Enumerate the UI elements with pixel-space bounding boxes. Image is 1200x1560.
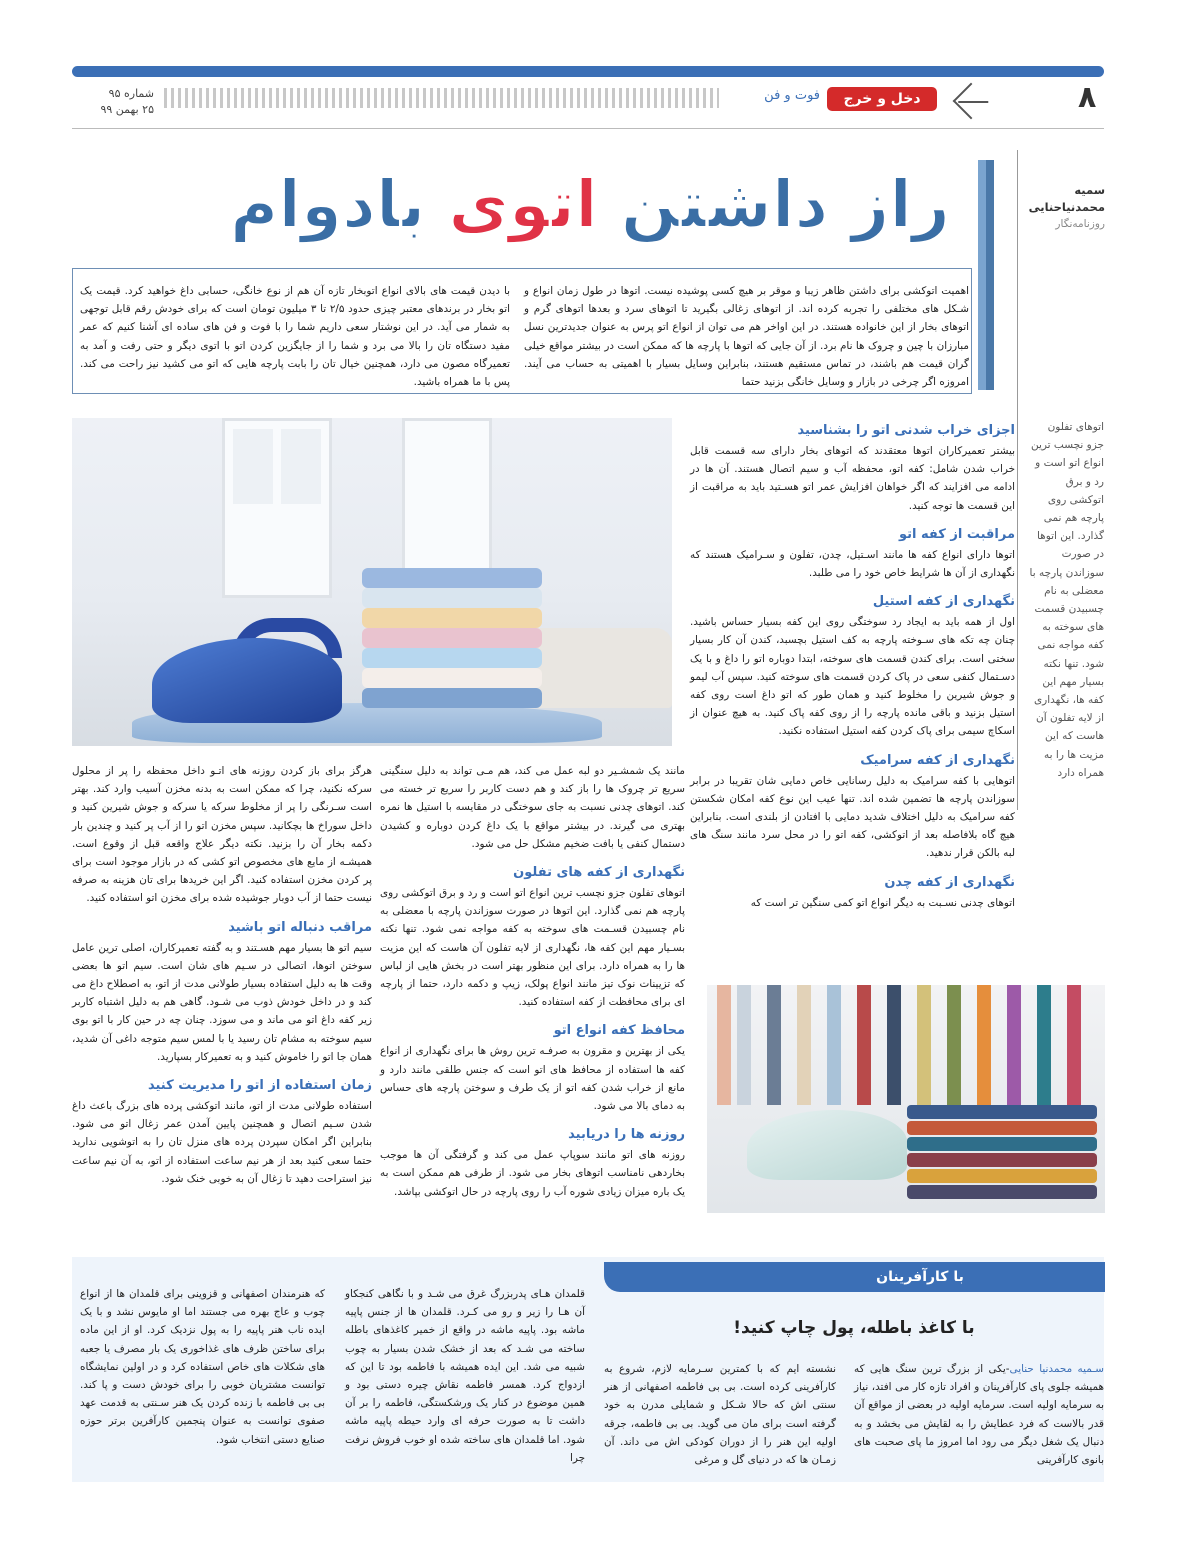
title-part-3: بادوام (229, 166, 426, 243)
window-shape (222, 418, 332, 598)
paragraph: روزنه های اتو مانند سوپاپ عمل می کند و گرفتگی آن ها موجب بخاردهی نامناسب اتوهای بخار می شود. از طرفی هم ممکن است به یک باره میزان زیادی شوره آب را روی پارچه در حال اتوکشی بپاشد. (380, 1149, 685, 1198)
entrepreneurs-label: با کارآفرینان (876, 1269, 964, 1285)
intro-paragraph-left: با دیدن قیمت های بالای انواع اتوبخار تازه آن هم از نوع خانگی، حسابی داغ خواهید کرد. قیمت یک اتو بخار در برندهای معتبر چیزی حدود ۲/۵ تا ۳ میلیون تومان است که برای خودش رقم قابل توجهی به شمار می آید. در این نوشتار سعی داریم شما را با فوت و فن های ساده ای آشنا کنیم که عمر مفید دستگاه تان را بالا می برد و شما را از جایگزین کردن اتو با اتوی دیگر و حتی رفت و آمد به تعمیرگاه مصون می دارد، همچنین خیال تان را بابت پارچه هایی که اتو می کشید نیز راحت می کند. پس با ما همراه باشید. (80, 285, 510, 389)
corner-arrow-icon (953, 83, 990, 120)
column-divider (1017, 150, 1018, 810)
paragraph: استفاده طولانی مدت از اتو، مانند اتوکشی پرده های بزرگ باعث داغ شدن سـیم اتصال و همچنین پایین آمدن عمر زغال اتو می شود. بنابراین اگر امکان سپردن پرده های منزل تان را به اتوشویی ندارید حتما سعی کنید بعد از هر نیم ساعت استفاده از اتو، به آن نیم ساعت نیز استراحت دهید تا زغال آن به خوبی خنک شود. (72, 1100, 372, 1185)
subheading: روزنه ها را دریابید (568, 1127, 685, 1143)
hanging-clothes-shape (767, 985, 781, 1105)
paragraph: بیشتر تعمیرکاران اتوها معتقدند که اتوهای بخار دارای سه قسمت قابل خراب شدن شامل: کفه اتو، محفظه آب و سیم اتصال هستند. آن ها در ادامه می افزایند که اگر خواهان افزایش عمر اتو هسـتید باید به مراقبت از این قسمت ها توجه کنید. (690, 445, 1015, 512)
intro-paragraph-right: اهمیت اتوکشی برای داشتن ظاهر زیبا و موقر بر هیچ کسی پوشیده نیست. اتوها در طول زمان انواع و شـکل های مختلفی را تجربه کرده اند. از اتوهای زغالی بگیرید تا اتوهای سرد و بعدها اتوهای گرم و اتوهای بخار از این خانواده هستند. در این اواخر هم می توان از انواع اتو پرس به عنوان جدیدترین نسل مبارزان با چین و چروک ها نام برد. از آن جایی که اتوها با پارچه ها که ممکن است در بیشتر مواقع خیلی گران قیمت هم باشند، در تماس مستقیم هستند، بنابراین وسایل بسیار با اهمیتی به حساب می آیند. امروزه اگر چرخی در بازار و وسایل خانگی بزنید حتما (524, 285, 969, 389)
paragraph: اتوهای تفلون جزو نچسب ترین انواع اتو است و رد و برق اتوکشی روی پارچه هم نمی گذارد. این اتوها در صورت سوزاندن پارچه با معضلی به نام چسبیدن قسـمت های سوخته به کفه مواجه نمی شود. تنها نکته بسـیار مهم این کفه ها، نگهداری از لایه تفلون آن هاست که این مزیت ها را به همراه دارد. برای این منظور بهتر است در بخش هایی از لباس که تزیینات نوک تیز مانند انواع پولک، زیپ و دکمه دارد، حتما از پارچه ای برای محافظت از کفه استفاده کنید. (380, 887, 685, 1009)
author-highlight: سـمیه محمدنیا حنایی (1009, 1363, 1104, 1375)
paragraph: اتوهای چدنی نسـبت به دیگر انواع اتو کمی سنگین تر است که (750, 896, 1015, 909)
paragraph: اول از همه باید به ایجاد رد سوختگی روی این کفه بسیار حساس باشید. چنان چه تکه های سـوخته پارچه به کف استیل بچسبد، کندن آن کار بسیار سختی است. برای کندن قسمت های سوخته، ابتدا دوباره اتو را داغ و با یک دسـتمال کنفی سعی در پاک کردن قسمت های سوخته کنید. سپس آب لیمو و جوش شیرین را مخلوط کنید و همان طور که اتو داغ است روی کفه استیل بزنید و باقی مانده پارچه را از روی کفه پاک کنید. به هیچ عنوان از اسکاچ سیمی برای پاک کردن کفه استیل استفاده نکنید. (690, 616, 1015, 738)
article-title (215, 155, 965, 255)
header-divider (72, 128, 1104, 129)
article-column-middle (380, 762, 685, 1201)
top-bar (72, 66, 1104, 77)
hanging-clothes-shape (977, 985, 991, 1105)
iron-ironing-board-photo (72, 418, 672, 746)
article-column-right (690, 420, 1015, 912)
blue-iron-shape (152, 638, 342, 723)
folded-clothes-shape (907, 1185, 1097, 1199)
hanging-clothes-shape (1067, 985, 1081, 1105)
subheading: محافظ کفه انواع اتو (553, 1023, 685, 1039)
issue-number: شماره ۹۵ (108, 87, 154, 100)
window-pane (281, 429, 321, 504)
folded-shirt-shape (362, 628, 542, 648)
title-part-2: اتوی (448, 166, 598, 243)
clothes-rack-iron-photo (707, 985, 1105, 1213)
folded-shirt-shape (362, 688, 542, 708)
paragraph: مانند یک شمشـیر دو لبه عمل می کند، هم مـی تواند به دلیل سنگینی سریع تر چروک ها را باز کند و هم دست کاربر را سریع تر خسته می کند. اتوهای چدنی نسبت به جای سوختگی در مقایسه با استیل ها نمره بهتری می گیرند. در بیشتر مواقع با یک داغ کردن دوباره و کشیدن دستمال کنفی یا بافت ضخیم مشکل حل می شود. (380, 765, 685, 850)
page-number: ۸ (1078, 80, 1097, 115)
publication-logo: دخل و خرج (827, 87, 937, 111)
folded-clothes-shape (907, 1137, 1097, 1151)
folded-clothes-shape (907, 1153, 1097, 1167)
entrepreneurs-column-4: که هنرمندان اصفهانی و قزوینی برای قلمدان ها از انواع چوب و عاج بهره می جستند اما او مایوس نشد و با یک ایده ناب هنر پاپیه را به پول نزدیک کرد. او از این ماده برای ساختن ظرف های غذاخوری یک بار مصرف یا جعبه های شکلات های خاص استفاده کرد و در اولین نمایشگاه توانست مشتریان خوبی را برای خودش دست و پا کند. بی بی فاطمه با زنده کردن یک هنر سـنتی به قدمت عهد صفوی توانست به عنوان پنجمین کارآفرین برتر حوزه صنایع دستی انتخاب شود. (80, 1288, 325, 1446)
folded-clothes-shape (907, 1105, 1097, 1119)
window-pane (233, 429, 273, 504)
subheading: اجزای خراب شدنی اتو را بشناسید (797, 423, 1015, 438)
paragraph: اتوها دارای انواع کفه ها مانند اسـتیل، چدن، تفلون و سـرامیک هستند که نگهداری از آن ها شرایط خاص خود را می طلبد. (690, 548, 1015, 580)
subheading: نگهداری از کفه های تفلون (513, 865, 685, 881)
title-accent-bar (978, 160, 994, 390)
hanging-clothes-shape (827, 985, 841, 1105)
hanging-clothes-shape (1007, 985, 1021, 1105)
hanging-clothes-shape (947, 985, 961, 1105)
subheading: نگهداری از کفه استیل (872, 594, 1015, 610)
entrepreneurs-column-2: نشسته ایم که با کمترین سـرمایه لازم، شروع به کارآفرینی کرده است. بی بی فاطمه اصفهانی از هنر سنتی اش که حالا شـکل و شمایلی مدرن به خود گرفته است برای مان می گوید. بی بی فاطمه، جرقه اولیه این هنر را از دوران کودکی اش می داند. آن زمـان ها که در دنیای گل و مرغی (604, 1363, 836, 1467)
paragraph: سیم اتو ها بسیار مهم هسـتند و به گفته تعمیرکاران، اصلی ترین عامل سوختن اتوها، اتصالی در سـیم های شان است. سیم اتو ها بعضی وقت ها به دلیل استفاده بسیار طولانی مدت از اتو، به اصطلاح داغ می کند و در داخل خودش ذوب می شـود. گاهی هم به دلیل اشتباه کاربر زیر کفه داغ اتو می ماند و می سوزد. چنان چه در حین کار با اتو بوی سیم سوخته به مشام تان رسید یا با لمس سیم متوجه داغی آن شدید، همان جا اتو را خاموش کنید و به تعمیرکار بسپارید. (72, 941, 372, 1063)
author-last-name: محمدنیاحنایی (1028, 200, 1105, 214)
subheading: نگهداری از کفه چدن (884, 874, 1015, 890)
issue-info (72, 86, 154, 118)
entrepreneurs-column-3: قلمدان هـای پدربزرگ غرق می شـد و با نگاهی کنجکاو آن هـا را زیر و رو می کـرد. قلمدان ها از جنس پاپیه ماشه بود. پاپیه ماشه در واقع از خمیر کاغذهای باطله ساخته می شـد که بعد از خشک شدن بسیار به چوب شبیه می شد. این ایده همیشه با فاطمه بود تا این که ازدواج کرد. همسر فاطمه نقاش چیره دستی بود و همین موضوع در کنار یک ورشکستگی، فاطمه را بر آن داشت تا به صورت حرفه ای وارد حیطه پاپیه ماشه شود. اما قلمدان های ساخته شده او خوب فروش نرفت چرا (345, 1288, 585, 1464)
folded-clothes-shape (907, 1121, 1097, 1135)
subheading: زمان استفاده از اتو را مدیریت کنید (147, 1078, 372, 1094)
article-column-left (72, 762, 372, 1188)
sidebar-pull-quote: اتوهای تفلون جزو نچسب ترین انواع اتو است و رد و برق اتوکشی روی پارچه هم نمی گذارد. این اتوها در صورت سوزاندن پارچه با معضلی به نام چسبیدن قسمت های سوخته به کفه مواجه نمی شود. تنها نکته بسیار مهم این کفه ها، نگهداری از لایه تفلون آن هاست که این مزیت ها را به همراه دارد (1029, 421, 1104, 779)
folded-shirt-shape (362, 608, 542, 628)
section-name: فوت و فن (764, 88, 820, 103)
hanging-clothes-shape (887, 985, 901, 1105)
hanging-clothes-shape (917, 985, 931, 1105)
author-first-name: سمیه (1074, 183, 1105, 197)
hanging-clothes-shape (797, 985, 811, 1105)
subheading: نگهداری از کفه سرامیک (860, 752, 1015, 768)
hanging-clothes-shape (717, 985, 731, 1105)
paragraph: اتوهایی با کفه سرامیک به دلیل رسانایی خاص دمایی شان تقریبا در برابر سوزاندن پارچه ها تضمین شده اند. تنها عیب این نوع کفه امکان شکستن کفه سرامیک به دلیل اختلاف شدید دمایی با افتادن از بلندی است. بنابراین هیچ گاه بلافاصله بعد از اتوکشی، کفه اتو را در محل سرد مانند سنگ های لبه بالکن قرار ندهید. (690, 774, 1015, 860)
hanging-clothes-shape (1037, 985, 1051, 1105)
white-iron-shape (747, 1110, 907, 1180)
hanging-clothes-shape (737, 985, 751, 1105)
paragraph: -یکی از بزرگ ترین سنگ هایی که همیشه جلوی پای کارآفرینان و افراد تازه کار می افتد، نیاز به سرمایه اولیه است. سرمایه اولیه در بعضی از مواقع آن قدر بالاست که فرد عطایش را به لقایش می بخشد و به دنبال یک شغل دیگر می رود اما امروز ما پای صحبت های بانوی کارآفرینی (854, 1363, 1104, 1467)
folded-shirt-shape (362, 568, 542, 588)
author-byline (1030, 182, 1105, 233)
folded-shirt-shape (362, 588, 542, 608)
subheading: مراقب دنباله اتو باشید (228, 919, 372, 935)
paragraph: هرگز برای باز کردن روزنه های اتـو داخل محفظه را پر از محلول سرکه نکنید، چرا که ممکن است به بدنه مخزن آسیب وارد کند. بهتر است سـرنگی را پر از مخلوط سرکه یا سرکه و جوش شیرین کنید و داخل سوراخ ها بچکانید. سپس مخزن اتو را از آب پر کنید و چندین بار دکمه بخار آن را بزنید. نکته دیگر علاج واقعه قبل از وقوع است. همیشـه از مایع های مخصوص اتو کشی که در بازار موجود است برای پر کردن مخزن استفاده کنید. اگر این خریدها برای تان هزینه به صرفه نیست حتما از آب دوبار جوشیده شده برای مخزن اتو استفاده کنید. (72, 765, 372, 905)
author-role: روزنامه‌نگار (1055, 218, 1105, 230)
issue-date: ۲۵ بهمن ۹۹ (100, 103, 154, 116)
hanging-clothes-shape (857, 985, 871, 1105)
decorative-strip (164, 88, 719, 108)
folded-shirt-shape (362, 668, 542, 688)
folded-shirt-shape (362, 648, 542, 668)
entrepreneurs-title: با کاغذ باطله، پول چاپ کنید! (733, 1318, 975, 1338)
subheading: مراقبت از کفه اتو (899, 526, 1015, 542)
folded-clothes-shape (907, 1169, 1097, 1183)
title-part-1: راز داشتن (620, 166, 951, 243)
entrepreneurs-column-1 (854, 1360, 1104, 1469)
paragraph: یکی از بهترین و مقرون به صرفـه ترین روش ها برای نگهداری از انواع کفه ها استفاده از محافظ های اتو است که جنس طلقی مانند دارد و مانع از خراب شدن کفه اتو از یک طرف و سوختن پارچه های حساس به دمای بالا می شود. (380, 1045, 685, 1113)
